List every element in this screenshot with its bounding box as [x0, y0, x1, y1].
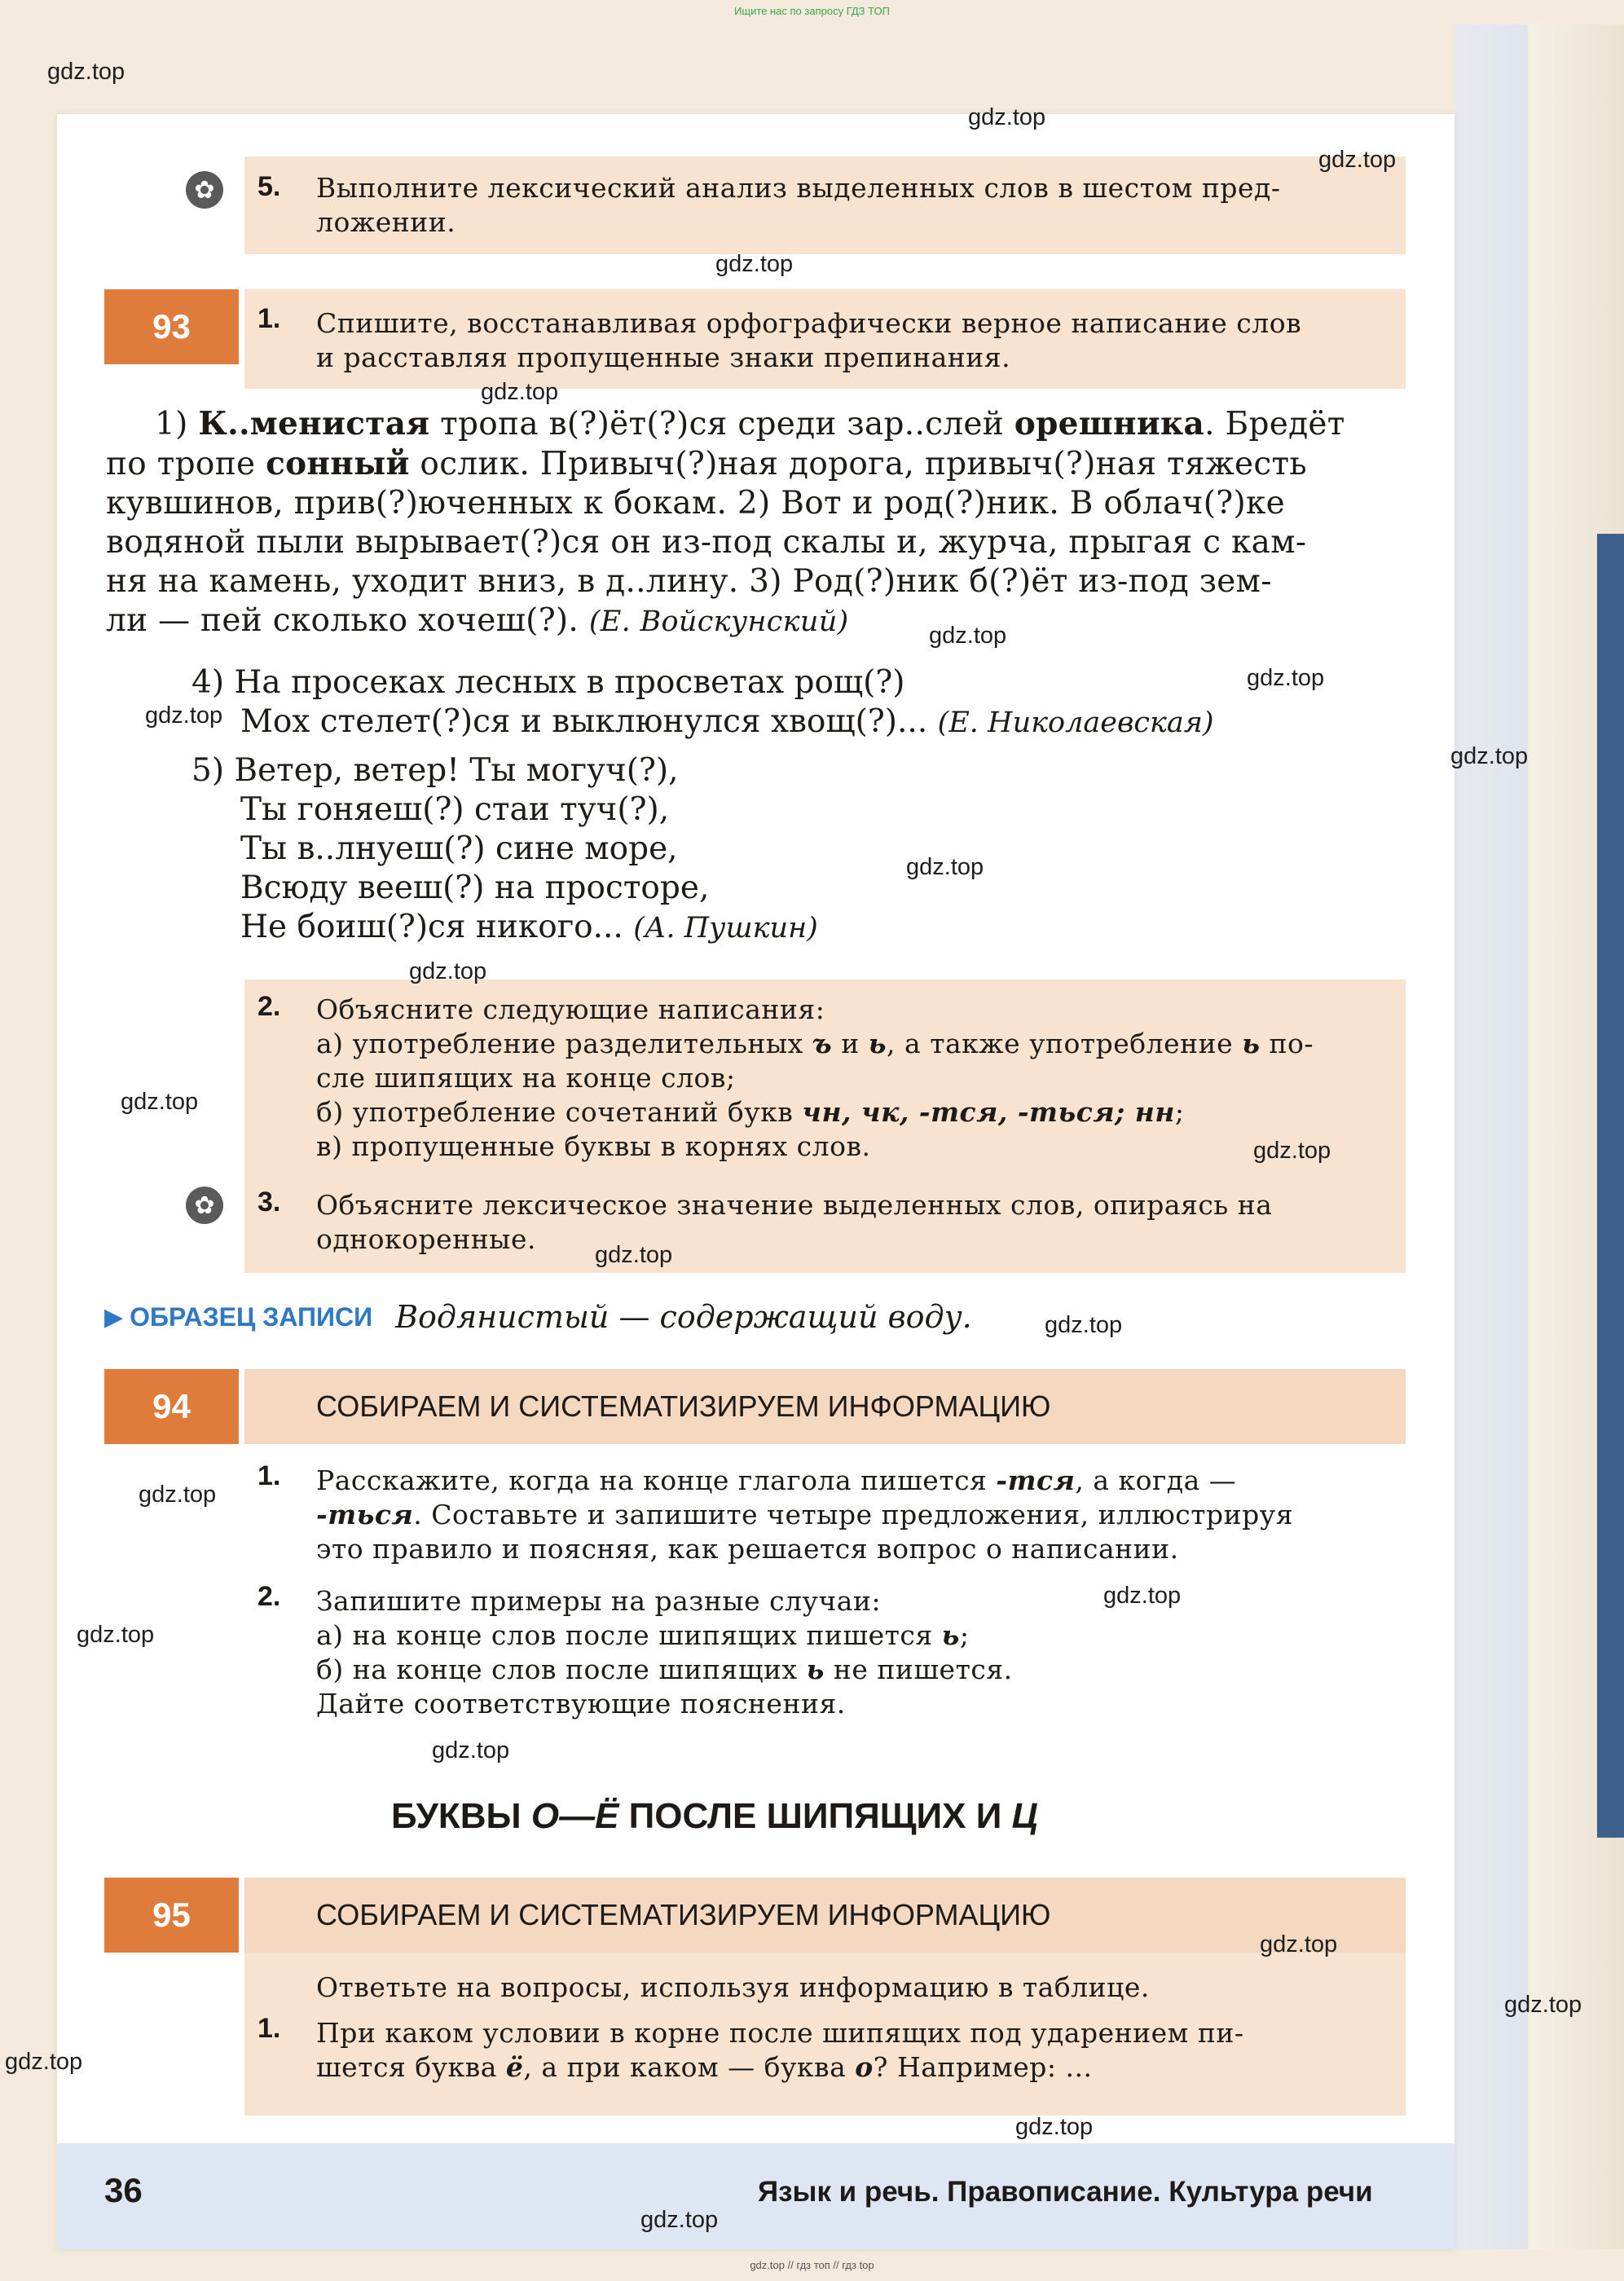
watermark: gdz.top — [1103, 1583, 1182, 1609]
ex94-task2-number: 2. — [257, 1581, 281, 1612]
watermark: gdz.top — [47, 59, 125, 85]
page-edge — [1455, 24, 1528, 2249]
triangle-marker-icon: ▶ — [104, 1302, 124, 1332]
watermark: gdz.top — [595, 1242, 673, 1268]
ex95-task1-text: При каком условии в корне после шипящих под ударением пи- шется буква ё, а при каком — буква о? Например: ... — [316, 2017, 1244, 2083]
ex93-verse-5: 5) Ветер, ветер! Ты могуч(?), Ты гоняеш(?) стаи туч(?), Ты в..лнуеш(?) сине море, Всюду вееш(?) на просторе, Не боиш(?)ся никого... (А. Пушкин) — [191, 752, 818, 945]
top-note: Ищите нас по запросу ГДЗ ТОП — [734, 5, 890, 17]
ex94-header: СОБИРАЕМ И СИСТЕМАТИЗИРУЕМ ИНФОРМАЦИЮ — [316, 1389, 1051, 1423]
watermark: gdz.top — [929, 623, 1007, 649]
watermark: gdz.top — [715, 251, 794, 277]
watermark: gdz.top — [77, 1622, 155, 1648]
watermark: gdz.top — [1450, 743, 1529, 769]
watermark: gdz.top — [640, 2207, 719, 2233]
watermark: gdz.top — [1045, 1312, 1123, 1338]
next-page-blue-strip — [1597, 534, 1624, 1838]
watermark: gdz.top — [432, 1737, 510, 1764]
ex94-task1-text: Расскажите, когда на конце глагола пишется -тся, а когда — -ться. Составьте и запишите четыре предложения, иллюстрируя это правило и поясняя, как решается вопрос о написании. — [316, 1464, 1294, 1565]
ex95-task1-number: 1. — [257, 2013, 281, 2044]
ex93-prose: 1) К..менистая тропа в(?)ёт(?)ся среди зар..слей орешника. Бредёт по тропе сонный ослик. Привыч(?)ная дорога, привыч(?)ная тяжесть кувшинов, прив(?)юченных к бокам. 2) Вот и род(?)ник. В облач(?)ке водяной пыли вырывает(?)ся он из-под скалы и, журча, прыгая с кам- ня на камень, уходит вниз, в д..лину. 3) Род(?)ник б(?)ёт из-под зем- ли — пей сколько хочеш(?). (Е. Войскунский) — [106, 405, 1345, 639]
flower-icon: ✿ — [186, 1187, 223, 1224]
watermark: gdz.top — [139, 1482, 217, 1508]
bottom-note: gdz.top // гдз топ // гдз top — [750, 2259, 874, 2271]
sample-text: Водянистый — содержащий воду. — [395, 1299, 972, 1335]
footer-title: Язык и речь. Правописание. Культура речи — [758, 2176, 1373, 2208]
ex95-intro: Ответьте на вопросы, используя информацию в таблице. — [316, 1971, 1150, 2003]
watermark: gdz.top — [968, 104, 1046, 130]
ex93-task1-number: 1. — [257, 303, 281, 334]
watermark: gdz.top — [1504, 1992, 1582, 2018]
exercise-95-number: 95 — [104, 1878, 239, 1953]
ex93-task2-number: 2. — [257, 991, 281, 1022]
watermark: gdz.top — [5, 2049, 83, 2075]
ex95-header: СОБИРАЕМ И СИСТЕМАТИЗИРУЕМ ИНФОРМАЦИЮ — [316, 1898, 1051, 1931]
page-number: 36 — [104, 2171, 143, 2209]
watermark: gdz.top — [1318, 147, 1397, 173]
sample-label: ОБРАЗЕЦ ЗАПИСИ — [130, 1301, 373, 1332]
section-heading: БУКВЫ О—Ё ПОСЛЕ ШИПЯЩИХ И Ц — [391, 1796, 1038, 1836]
watermark: gdz.top — [906, 854, 984, 880]
watermark: gdz.top — [1247, 665, 1325, 691]
ex94-task2-text: Запишите примеры на разные случаи: а) на конце слов после шипящих пишется ь; б) на конце слов после шипящих ь не пишется. Дайте соответствующие пояснения. — [316, 1585, 1013, 1720]
watermark: gdz.top — [1015, 2114, 1094, 2140]
watermark: gdz.top — [481, 379, 559, 405]
ex93-task3-number: 3. — [257, 1187, 281, 1218]
watermark: gdz.top — [145, 702, 223, 729]
ex93-sample — [104, 1299, 1408, 1335]
ex93-task1-text: Спишите, восстанавливая орфографически верное написание слов и расставляя пропущенные знаки препинания. — [316, 307, 1302, 373]
watermark: gdz.top — [1260, 1931, 1338, 1957]
task5-text: Выполните лексический анализ выделенных слов в шестом пред- ложении. — [316, 172, 1281, 238]
task5-number: 5. — [257, 171, 281, 202]
ex93-verse-4: 4) На просеках лесных в просветах рощ(?) Мох стелет(?)ся и выклюнулся хвощ(?)... (Е. Николаевская) — [191, 664, 1214, 740]
ex93-task3-text: Объясните лексическое значение выделенных слов, опираясь на однокоренные. — [316, 1189, 1273, 1255]
exercise-94-number: 94 — [104, 1369, 239, 1444]
ex94-task1-number: 1. — [257, 1460, 281, 1491]
ex93-task2-text: Объясните следующие написания: а) употребление разделительных ъ и ь, а также употребление ь по- сле шипящих на конце слов; б) употребление сочетаний букв чн, чк, -тся, -ться; нн; в) пропущенные буквы в корнях слов. — [316, 993, 1314, 1162]
watermark: gdz.top — [121, 1089, 199, 1115]
watermark: gdz.top — [409, 958, 487, 984]
flower-icon: ✿ — [186, 171, 223, 209]
watermark: gdz.top — [1253, 1138, 1331, 1164]
exercise-93-number: 93 — [104, 289, 239, 364]
